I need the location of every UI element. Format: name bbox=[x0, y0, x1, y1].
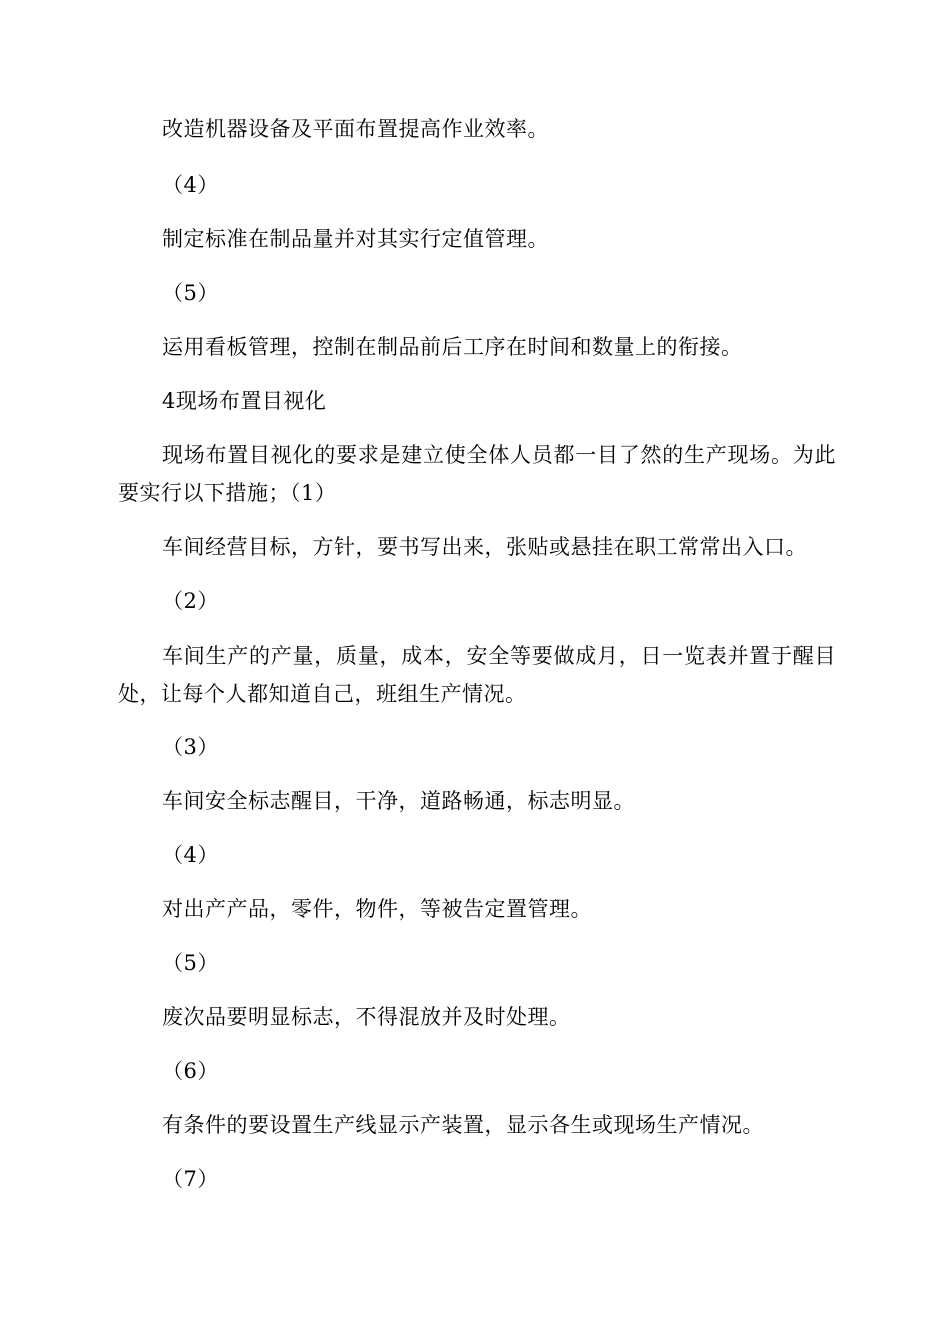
list-number: （7） bbox=[162, 1167, 219, 1191]
paragraph: 改造机器设备及平面布置提高作业效率。 bbox=[162, 117, 549, 141]
list-number: （3） bbox=[162, 735, 219, 759]
paragraph: 车间生产的产量，质量，成本，安全等要做成月，日一览表并置于醒目处，让每个人都知道自己，班组生产情况。 bbox=[118, 644, 836, 706]
list-number: （4） bbox=[162, 173, 219, 197]
list-number: （4） bbox=[162, 843, 219, 867]
paragraph: 对出产产品，零件，物件，等被告定置管理。 bbox=[162, 897, 592, 921]
paragraph: 有条件的要设置生产线显示产装置，显示各生或现场生产情况。 bbox=[162, 1113, 764, 1137]
paragraph: 现场布置目视化的要求是建立使全体人员都一目了然的生产现场。为此要实行以下措施；（1） bbox=[118, 443, 836, 505]
paragraph: 车间经营目标，方针，要书写出来，张贴或悬挂在职工常常出入口。 bbox=[162, 535, 807, 559]
list-number: （5） bbox=[162, 951, 219, 975]
list-number: （6） bbox=[162, 1059, 219, 1083]
paragraph: 制定标准在制品量并对其实行定值管理。 bbox=[162, 227, 549, 251]
paragraph: 运用看板管理，控制在制品前后工序在时间和数量上的衔接。 bbox=[162, 335, 743, 359]
list-number: （5） bbox=[162, 281, 219, 305]
section-heading: 4现场布置目视化 bbox=[162, 389, 327, 413]
paragraph: 废次品要明显标志，不得混放并及时处理。 bbox=[162, 1005, 571, 1029]
list-number: （2） bbox=[162, 589, 219, 613]
paragraph: 车间安全标志醒目，干净，道路畅通，标志明显。 bbox=[162, 789, 635, 813]
